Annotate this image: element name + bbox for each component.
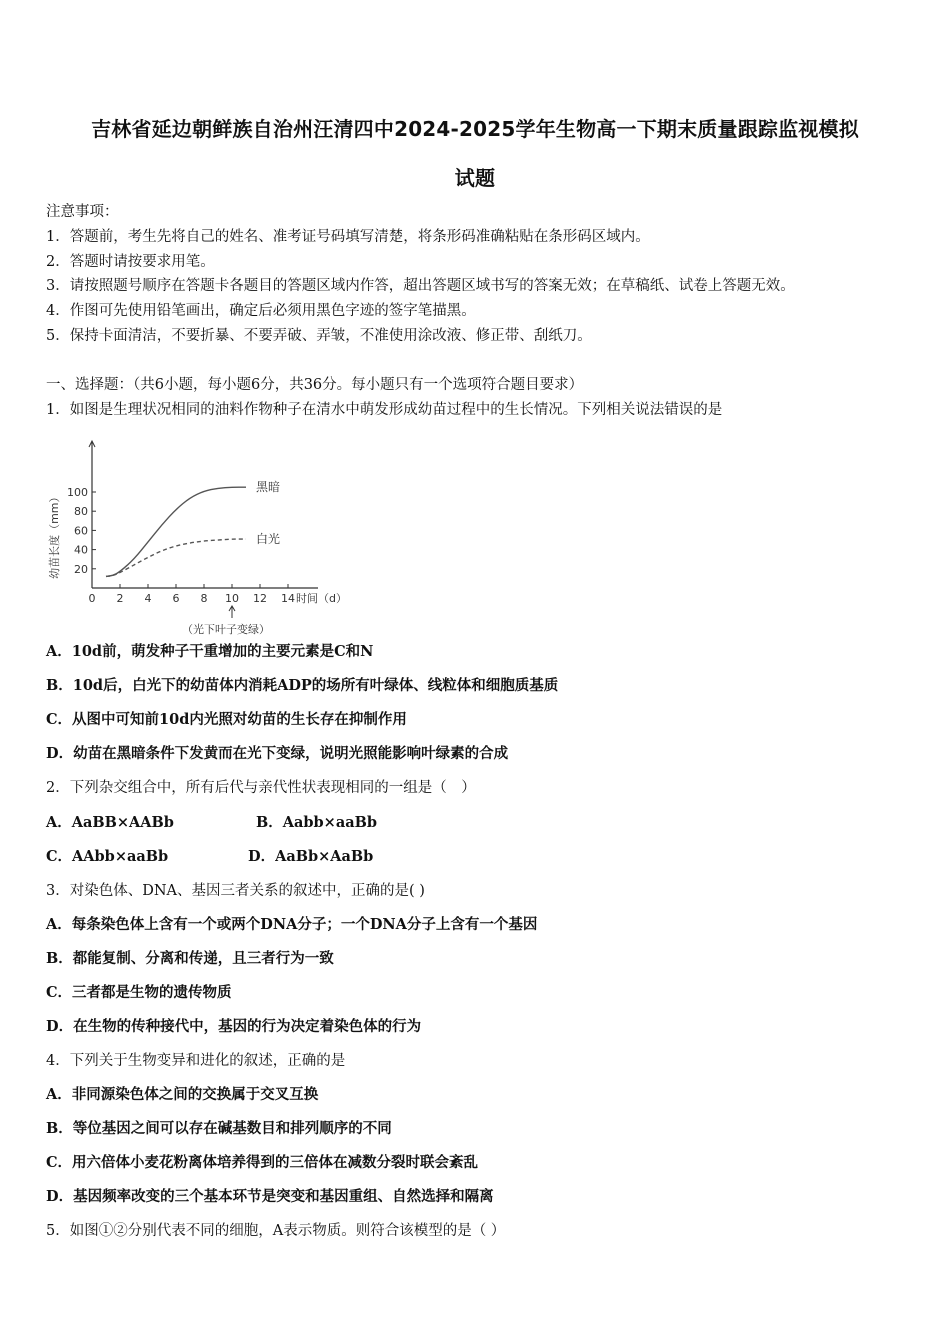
series-line-dark (106, 487, 246, 576)
x-tick-label: 10 (225, 592, 239, 605)
q2-option-b: B．Aabb×aaBb (256, 814, 378, 831)
q4-option-b: B．等位基因之间可以存在碱基数目和排列顺序的不同 (46, 1120, 392, 1137)
series-line-light (106, 539, 246, 576)
notice-item: 5．保持卡面清洁，不要折暴、不要弄破、弄皱，不准使用涂改液、修正带、刮纸刀。 (46, 328, 592, 344)
chart-series-layer (106, 487, 246, 576)
growth-chart (46, 438, 356, 636)
q4-option-d: D．基因频率改变的三个基本环节是突变和基因重组、自然选择和隔离 (46, 1188, 494, 1205)
q1-option-a: A．10d前，萌发种子干重增加的主要元素是C和N (46, 643, 374, 660)
notice-item: 1．答题前，考生先将自己的姓名、准考证号码填写清楚，将条形码准确粘贴在条形码区域内。 (46, 229, 650, 245)
x-tick-label: 2 (116, 592, 124, 605)
x-tick-label: 12 (253, 592, 267, 605)
question-5-stem: 5．如图①②分别代表不同的细胞，A表示物质。则符合该模型的是（ ） (46, 1223, 506, 1239)
x-tick-label: 14 (281, 592, 295, 605)
y-tick-label: 80 (74, 505, 88, 519)
x-tick-label: 4 (144, 592, 152, 605)
y-tick-label: 20 (74, 562, 88, 576)
question-3-stem: 3．对染色体、DNA、基因三者关系的叙述中，正确的是( ) (46, 883, 425, 899)
q1-option-b: B．10d后，白光下的幼苗体内消耗ADP的场所有叶绿体、线粒体和细胞质基质 (46, 677, 559, 694)
series-label: 黑暗 (256, 480, 281, 495)
question-4-stem: 4．下列关于生物变异和进化的叙述，正确的是 (46, 1053, 346, 1069)
annotation-label: （光下叶子变绿） (182, 623, 270, 636)
x-axis-label: 时间（d） (296, 592, 347, 605)
section-heading: 一、选择题：（共6小题，每小题6分，共36分。每小题只有一个选项符合题目要求） (46, 377, 584, 393)
y-axis-label: 幼苗长度（mm） (48, 491, 61, 579)
y-tick-label: 40 (74, 543, 88, 557)
notice-item: 3．请按照题号顺序在答题卡各题目的答题区域内作答，超出答题区域书写的答案无效；在草稿纸、试卷上答题无效。 (46, 278, 795, 294)
q4-option-c: C．用六倍体小麦花粉离体培养得到的三倍体在减数分裂时联会紊乱 (46, 1154, 479, 1171)
q3-option-d: D．在生物的传种接代中，基因的行为决定着染色体的行为 (46, 1018, 422, 1035)
q2-option-a: A．AaBB×AABb (46, 814, 174, 831)
notice-heading: 注意事项： (46, 204, 119, 220)
notice-item: 2．答题时请按要求用笔。 (46, 254, 215, 270)
x-tick-label: 6 (172, 592, 180, 605)
q2-option-c: C．AAbb×aaBb (46, 848, 169, 865)
q4-option-a: A．非同源染色体之间的交换属于交叉互换 (46, 1086, 319, 1103)
series-label: 白光 (256, 532, 281, 547)
y-tick-label: 100 (67, 486, 88, 499)
q1-option-c: C．从图中可知前10d内光照对幼苗的生长存在抑制作用 (46, 711, 407, 728)
y-tick-label: 60 (74, 524, 88, 538)
q3-option-c: C．三者都是生物的遗传物质 (46, 984, 232, 1001)
q3-option-a: A．每条染色体上含有一个或两个DNA分子；一个DNA分子上含有一个基因 (46, 916, 538, 933)
q2-option-d: D．AaBb×AaBb (248, 848, 374, 865)
page-title-continued: 试题 (454, 166, 496, 190)
x-tick-label: 8 (200, 592, 208, 605)
x-tick-label: 0 (88, 592, 96, 605)
q1-option-d: D．幼苗在黑暗条件下发黄而在光下变绿，说明光照能影响叶绿素的合成 (46, 745, 509, 762)
page-title: 吉林省延边朝鲜族自治州汪清四中2024-2025学年生物高一下期末质量跟踪监视模拟 (91, 117, 859, 141)
notice-item: 4．作图可先使用铅笔画出，确定后必须用黑色字迹的签字笔描黑。 (46, 303, 476, 319)
question-1-stem: 1．如图是生理状况相同的油料作物种子在清水中萌发形成幼苗过程中的生长情况。下列相关说法错误的是 (46, 402, 723, 418)
q3-option-b: B．都能复制、分离和传递，且三者行为一致 (46, 950, 334, 967)
question-2-stem: 2．下列杂交组合中，所有后代与亲代性状表现相同的一组是（ ） (46, 780, 476, 796)
